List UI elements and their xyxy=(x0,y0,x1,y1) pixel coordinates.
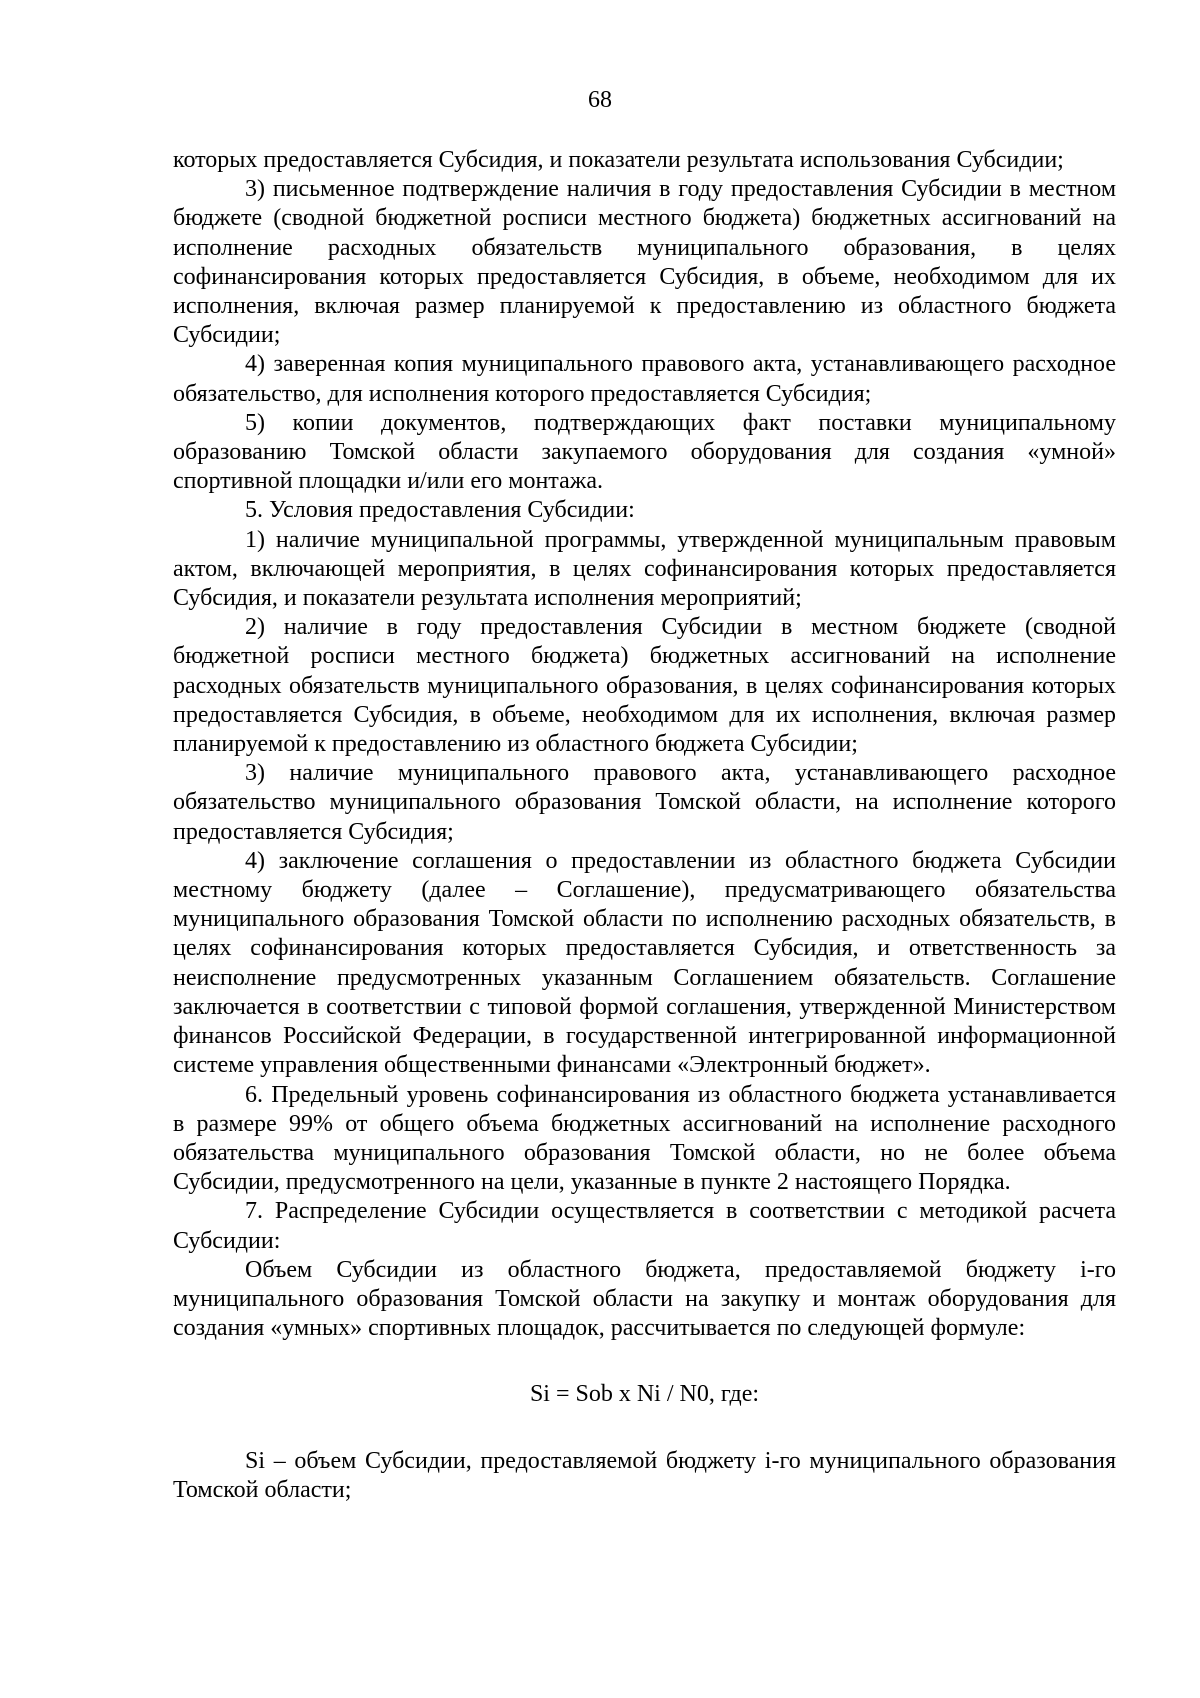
section-6-paragraph: 6. Предельный уровень софинансирования из областного бюджета устанавливается в размере 99% от общего объема бюджетных ассигнований на исполнение расходного обязательства муниципального образования Томской области, но не более объема Субсидии, предусмотренного на цели, указанные в пункте 2 настоящего Порядка. xyxy=(173,1081,1116,1196)
paragraph-condition-4: 4) заключение соглашения о предоставлении из областного бюджета Субсидии местному бюджету (далее – Соглашение), предусматривающего обязательства муниципального образования Томской области по исполнению расходных обязательств, в целях софинансирования которых предоставляется Субсидия, и ответственность за неисполнение предусмотренных указанным Соглашением обязательств. Соглашение заключается в соответствии с типовой формой соглашения, утвержденной Министерством финансов Российской Федерации, в государственной интегрированной информационной системе управления общественными финансами «Электронный бюджет». xyxy=(173,847,1116,1079)
paragraph-continuation: которых предоставляется Субсидия, и показатели результата использования Субсидии; xyxy=(173,147,1064,173)
section-7-paragraph: 7. Распределение Субсидии осуществляется в соответствии с методикой расчета Субсидии: xyxy=(173,1198,1116,1254)
formula-definition-si: Si – объем Субсидии, предоставляемой бюджету i-го муниципального образования Томской области; xyxy=(173,1447,1116,1503)
paragraph-item-3-written-confirmation: 3) письменное подтверждение наличия в году предоставления Субсидии в местном бюджете (сводной бюджетной росписи местного бюджета) бюджетных ассигнований на исполнение расходных обязательств муниципального образования, в целях софинансирования которых предоставляется Субсидия, в объеме, необходимом для их исполнения, включая размер планируемой к предоставлению из областного бюджета Субсидии; xyxy=(173,176,1116,349)
paragraph-item-4-certified-copy: 4) заверенная копия муниципального правового акта, устанавливающего расходное обязательство, для исполнения которого предоставляется Субсидия; xyxy=(173,351,1116,407)
formula: Si = Sob x Ni / N0, где: xyxy=(529,1381,760,1408)
section-5-heading: 5. Условия предоставления Субсидии: xyxy=(245,497,635,524)
paragraph-item-5-document-copies: 5) копии документов, подтверждающих факт поставки муниципальному образованию Томской области закупаемого оборудования для создания «умной» спортивной площадки и/или его монтажа. xyxy=(173,409,1116,495)
paragraph-condition-3: 3) наличие муниципального правового акта, устанавливающего расходное обязательство муниципального образования Томской области, на исполнение которого предоставляется Субсидия; xyxy=(173,760,1116,845)
formula-intro-paragraph: Объем Субсидии из областного бюджета, предоставляемой бюджету i-го муниципального образования Томской области на закупку и монтаж оборудования для создания «умных» спортивных площадок, рассчитывается по следующей формуле: xyxy=(173,1256,1116,1342)
page-number: 68 xyxy=(588,87,612,113)
paragraph-condition-1: 1) наличие муниципальной программы, утвержденной муниципальным правовым актом, включающей мероприятия, в целях софинансирования которых предоставляется Субсидия, и показатели результата исполнения мероприятий; xyxy=(173,526,1116,612)
paragraph-condition-2: 2) наличие в году предоставления Субсидии в местном бюджете (сводной бюджетной росписи местного бюджета) бюджетных ассигнований на исполнение расходных обязательств муниципального образования, в целях софинансирования которых предоставляется Субсидия, в объеме, необходимом для их исполнения, включая размер планируемой к предоставлению из областного бюджета Субсидии; xyxy=(173,614,1116,758)
document-body xyxy=(173,146,1116,1505)
